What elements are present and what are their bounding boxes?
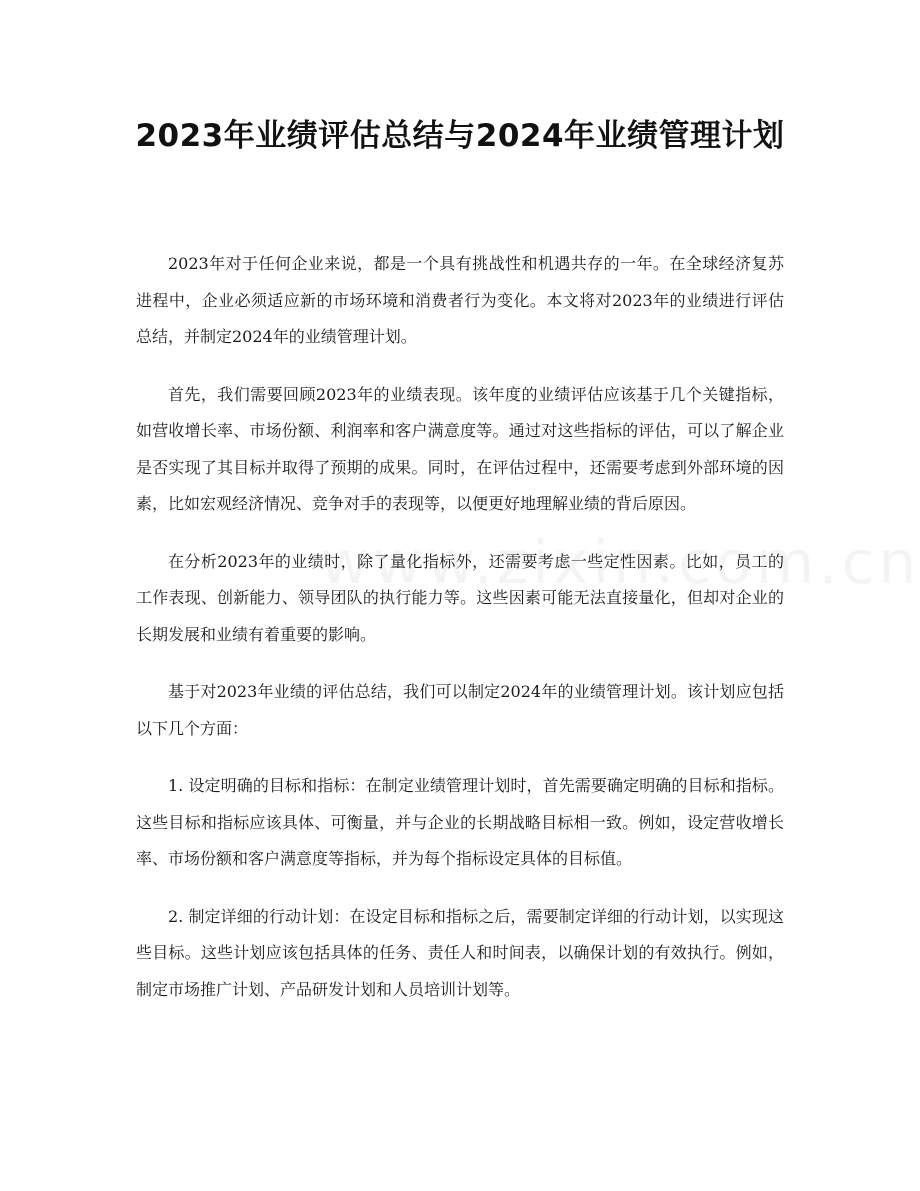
paragraph-qualitative: 在分析2023年的业绩时，除了量化指标外，还需要考虑一些定性因素。比如，员工的工作表现、创新能力、领导团队的执行能力等。这些因素可能无法直接量化，但却对企业的长期发展和业绩有着重要的影响。 (136, 551, 784, 644)
paragraph-item-2: 2. 制定详细的行动计划：在设定目标和指标之后，需要制定详细的行动计划，以实现这些目标。这些计划应该包括具体的任务、责任人和时间表，以确保计划的有效执行。例如，制定市场推广计划、产品研发计划和人员培训计划等。 (136, 906, 784, 999)
paragraph-intro: 2023年对于任何企业来说，都是一个具有挑战性和机遇共存的一年。在全球经济复苏进程中，企业必须适应新的市场环境和消费者行为变化。本文将对2023年的业绩进行评估总结，并制定2024年的业绩管理计划。 (136, 254, 784, 346)
paragraph-review: 首先，我们需要回顾2023年的业绩表现。该年度的业绩评估应该基于几个关键指标，如营收增长率、市场份额、利润率和客户满意度等。通过对这些指标的评估，可以了解企业是否实现了其目标并取得了预期的成果。同时，在评估过程中，还需要考虑到外部环境的因素，比如宏观经济情况、竞争对手的表现等，以便更好地理解业绩的背后原因。 (136, 384, 784, 513)
paragraph-item-1: 1. 设定明确的目标和指标：在制定业绩管理计划时，首先需要确定明确的目标和指标。这些目标和指标应该具体、可衡量，并与企业的长期战略目标相一致。例如，设定营收增长率、市场份额和客户满意度等指标，并为每个指标设定具体的目标值。 (136, 776, 784, 868)
document-body (136, 246, 784, 1029)
paragraph-plan-intro: 基于对2023年业绩的评估总结，我们可以制定2024年的业绩管理计划。该计划应包括以下几个方面： (136, 682, 784, 738)
document-title: 2023年业绩评估总结与2024年业绩管理计划 (135, 118, 785, 154)
